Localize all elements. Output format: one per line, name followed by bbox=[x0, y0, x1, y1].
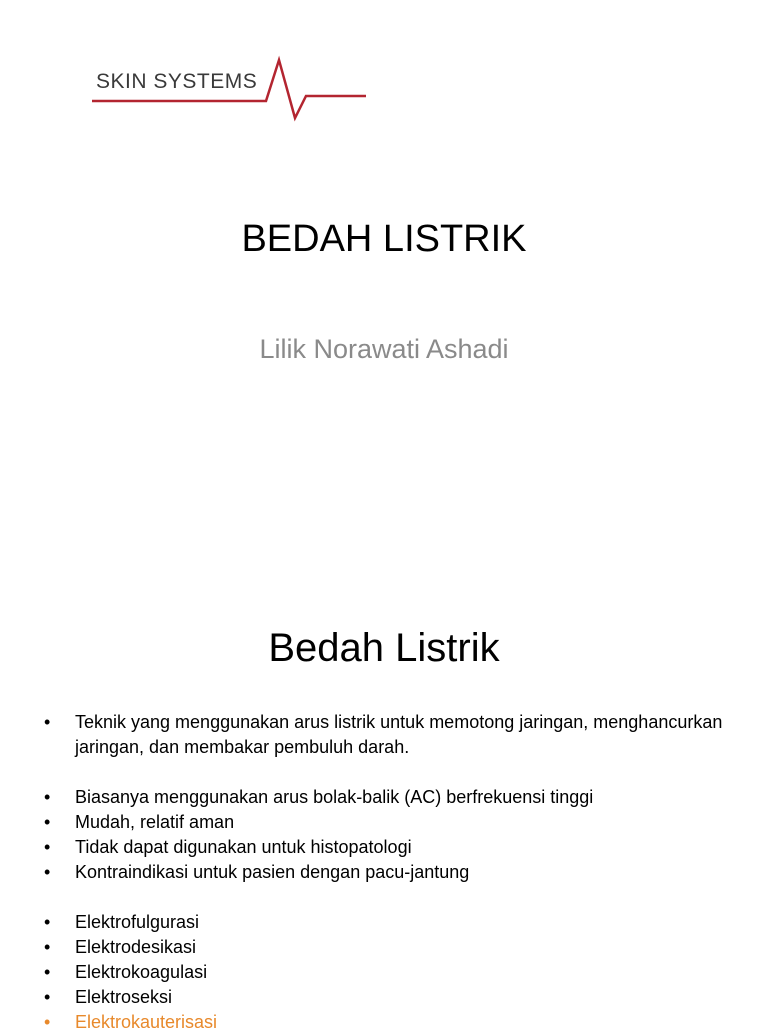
logo-word-skin: SKIN bbox=[96, 70, 148, 93]
bullet-text: Teknik yang menggunakan arus listrik untuk memotong jaringan, menghancurkan jaringan, dan membakar pembuluh darah. bbox=[75, 712, 723, 757]
bullet-item bbox=[44, 810, 734, 835]
bullet-item-highlighted bbox=[44, 1010, 734, 1035]
bullet-dot-icon: • bbox=[44, 837, 51, 857]
bullet-list bbox=[44, 710, 734, 1035]
bullet-dot-icon: • bbox=[44, 1012, 51, 1032]
logo-word-systems: SYSTEMS bbox=[153, 70, 258, 93]
content-slide bbox=[0, 570, 768, 1032]
content-slide-title: Bedah Listrik bbox=[268, 626, 500, 670]
bullet-item bbox=[44, 785, 734, 810]
bullet-dot-icon: • bbox=[44, 912, 51, 932]
bullet-item bbox=[44, 860, 734, 885]
bullet-item bbox=[44, 710, 734, 760]
bullet-text: Elektrofulgurasi bbox=[75, 912, 200, 932]
bullet-item bbox=[44, 960, 734, 985]
bullet-item bbox=[44, 910, 734, 935]
bullet-dot-icon: • bbox=[44, 787, 51, 807]
skin-systems-logo bbox=[86, 46, 386, 136]
bullet-dot-icon: • bbox=[44, 987, 51, 1007]
bullet-item bbox=[44, 835, 734, 860]
bullet-dot-icon: • bbox=[44, 937, 51, 957]
bullet-text: Elektrodesikasi bbox=[75, 937, 197, 957]
bullet-dot-icon: • bbox=[44, 962, 51, 982]
bullet-dot-icon: • bbox=[44, 862, 51, 882]
bullet-text: Elektroseksi bbox=[75, 987, 173, 1007]
bullet-text: Biasanya menggunakan arus bolak-balik (AC) berfrekuensi tinggi bbox=[75, 787, 594, 807]
bullet-text: Tidak dapat digunakan untuk histopatologi bbox=[75, 837, 412, 857]
bullet-dot-icon: • bbox=[44, 712, 51, 732]
bullet-text: Elektrokoagulasi bbox=[75, 962, 208, 982]
slide-subtitle-author: Lilik Norawati Ashadi bbox=[259, 334, 509, 364]
bullet-text: Kontraindikasi untuk pasien dengan pacu-jantung bbox=[75, 862, 470, 882]
bullet-text: Elektrokauterisasi bbox=[75, 1012, 218, 1032]
bullet-item bbox=[44, 935, 734, 960]
logo-text bbox=[96, 70, 257, 94]
bullet-item bbox=[44, 985, 734, 1010]
bullet-text: Mudah, relatif aman bbox=[75, 812, 235, 832]
bullet-dot-icon: • bbox=[44, 812, 51, 832]
slide-title: BEDAH LISTRIK bbox=[241, 218, 527, 260]
